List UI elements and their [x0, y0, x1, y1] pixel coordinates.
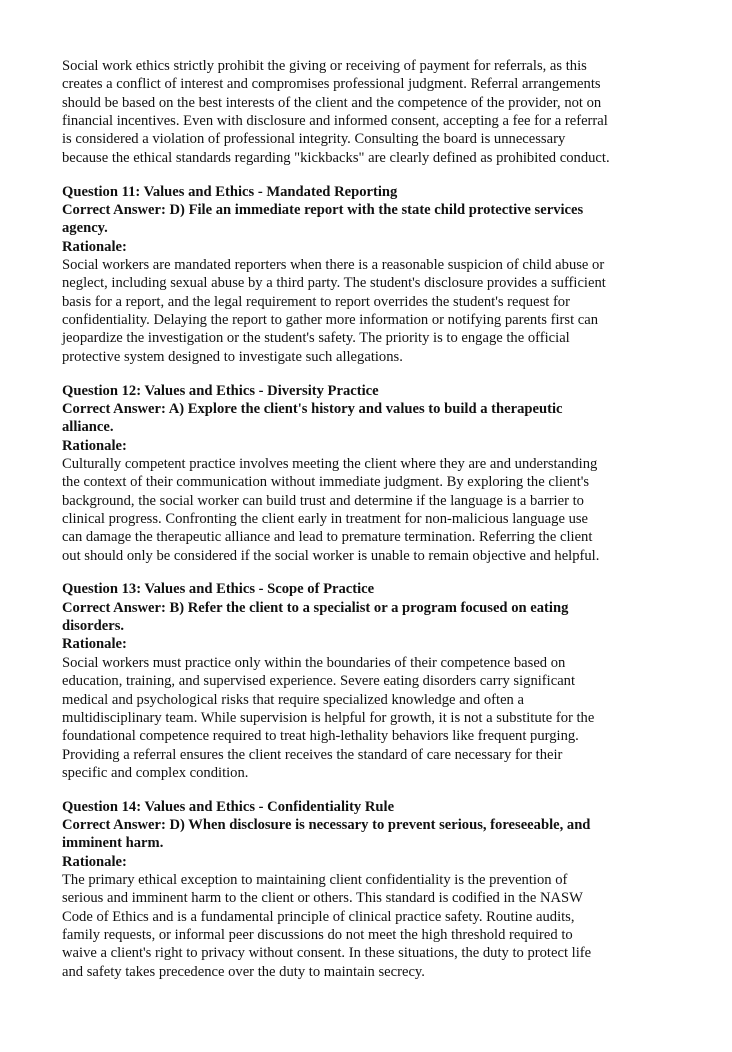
- rationale-line: background, the social worker can build trust and determine if the language is a barrier to: [62, 492, 584, 509]
- rationale-label: Rationale:: [62, 853, 127, 870]
- rationale-line: waive a client's right to privacy without consent. In these situations, the duty to protect life: [62, 945, 592, 962]
- question-14-section: [62, 798, 672, 981]
- rationale-line: The primary ethical exception to maintaining client confidentiality is the prevention of: [62, 872, 568, 889]
- question-heading: Question 12: Values and Ethics - Diversity Practice: [62, 382, 379, 399]
- intro-line: Social work ethics strictly prohibit the giving or receiving of payment for referrals, as this: [62, 58, 587, 74]
- rationale-label: Rationale:: [62, 238, 127, 255]
- correct-answer-line: Correct Answer: D) File an immediate report with the state child protective services: [62, 201, 584, 218]
- question-heading: Question 13: Values and Ethics - Scope of Practice: [62, 581, 375, 598]
- rationale-line: foundational competence required to treat high-lethality behaviors like frequent purging.: [62, 728, 579, 745]
- correct-answer-line: alliance.: [62, 419, 114, 436]
- question-heading: Question 14: Values and Ethics - Confidentiality Rule: [62, 798, 395, 815]
- correct-answer-line: Correct Answer: A) Explore the client's history and values to build a therapeutic: [62, 400, 563, 417]
- question-heading: Question 11: Values and Ethics - Mandated Reporting: [62, 183, 398, 200]
- rationale-line: out should only be considered if the social worker is unable to remain objective and helpful.: [62, 547, 600, 564]
- rationale-line: neglect, including sexual abuse by a third party. The student's disclosure provides a sufficient: [62, 275, 606, 292]
- rationale-line: Social workers are mandated reporters when there is a reasonable suspicion of child abuse or: [62, 256, 605, 273]
- rationale-line: specific and complex condition.: [62, 764, 249, 781]
- rationale-line: clinical progress. Confronting the client early in treatment for non-malicious language use: [62, 510, 589, 527]
- rationale-label: Rationale:: [62, 636, 127, 653]
- document-page: [62, 57, 672, 981]
- question-12-section: [62, 382, 672, 565]
- rationale-line: multidisciplinary team. While supervision is helpful for growth, it is not a substitute for the: [62, 709, 595, 726]
- rationale-line: confidentiality. Delaying the report to gather more information or notifying parents first can: [62, 311, 599, 328]
- rationale-line: Providing a referral ensures the client receives the standard of care necessary for their: [62, 746, 563, 763]
- rationale-line: medical and psychological risks that require specialized knowledge and often a: [62, 691, 524, 708]
- question-11-section: [62, 183, 672, 366]
- rationale-line: basis for a report, and the legal requirement to report overrides the student's request for: [62, 293, 570, 310]
- correct-answer-line: Correct Answer: B) Refer the client to a specialist or a program focused on eating: [62, 599, 569, 616]
- rationale-line: Social workers must practice only within the boundaries of their competence based on: [62, 654, 566, 671]
- intro-line: creates a conflict of interest and compromises professional judgment. Referral arrangements: [62, 76, 601, 93]
- rationale-line: serious and imminent harm to the client or others. This standard is codified in the NASW: [62, 890, 583, 907]
- rationale-line: family requests, or informal peer discussions do not meet the high threshold required to: [62, 927, 573, 944]
- correct-answer-line: agency.: [62, 220, 108, 237]
- correct-answer-line: imminent harm.: [62, 835, 164, 852]
- intro-line: financial incentives. Even with disclosure and informed consent, accepting a fee for a referral: [62, 113, 608, 130]
- rationale-label: Rationale:: [62, 437, 127, 454]
- intro-line: is considered a violation of professional integrity. Consulting the board is unnecessary: [62, 131, 566, 148]
- question-13-section: [62, 580, 672, 782]
- rationale-line: the context of their communication without immediate judgment. By exploring the client's: [62, 474, 590, 491]
- rationale-line: jeopardize the investigation or the student's safety. The priority is to engage the official: [62, 330, 570, 347]
- intro-line: should be based on the best interests of the client and the competence of the provider, not on: [62, 94, 602, 111]
- rationale-line: can damage the therapeutic alliance and lead to premature termination. Referring the client: [62, 529, 593, 546]
- intro-line: because the ethical standards regarding "kickbacks" are clearly defined as prohibited conduct.: [62, 149, 610, 166]
- correct-answer-line: Correct Answer: D) When disclosure is necessary to prevent serious, foreseeable, and: [62, 817, 591, 834]
- rationale-line: education, training, and supervised experience. Severe eating disorders carry significant: [62, 673, 576, 690]
- correct-answer-line: disorders.: [62, 618, 125, 635]
- rationale-line: protective system designed to investigate such allegations.: [62, 348, 403, 365]
- intro-paragraph: [62, 57, 672, 167]
- rationale-line: Code of Ethics and is a fundamental principle of clinical practice safety. Routine audits,: [62, 908, 575, 925]
- rationale-line: Culturally competent practice involves meeting the client where they are and understanding: [62, 455, 598, 472]
- rationale-line: and safety takes precedence over the duty to maintain secrecy.: [62, 963, 425, 980]
